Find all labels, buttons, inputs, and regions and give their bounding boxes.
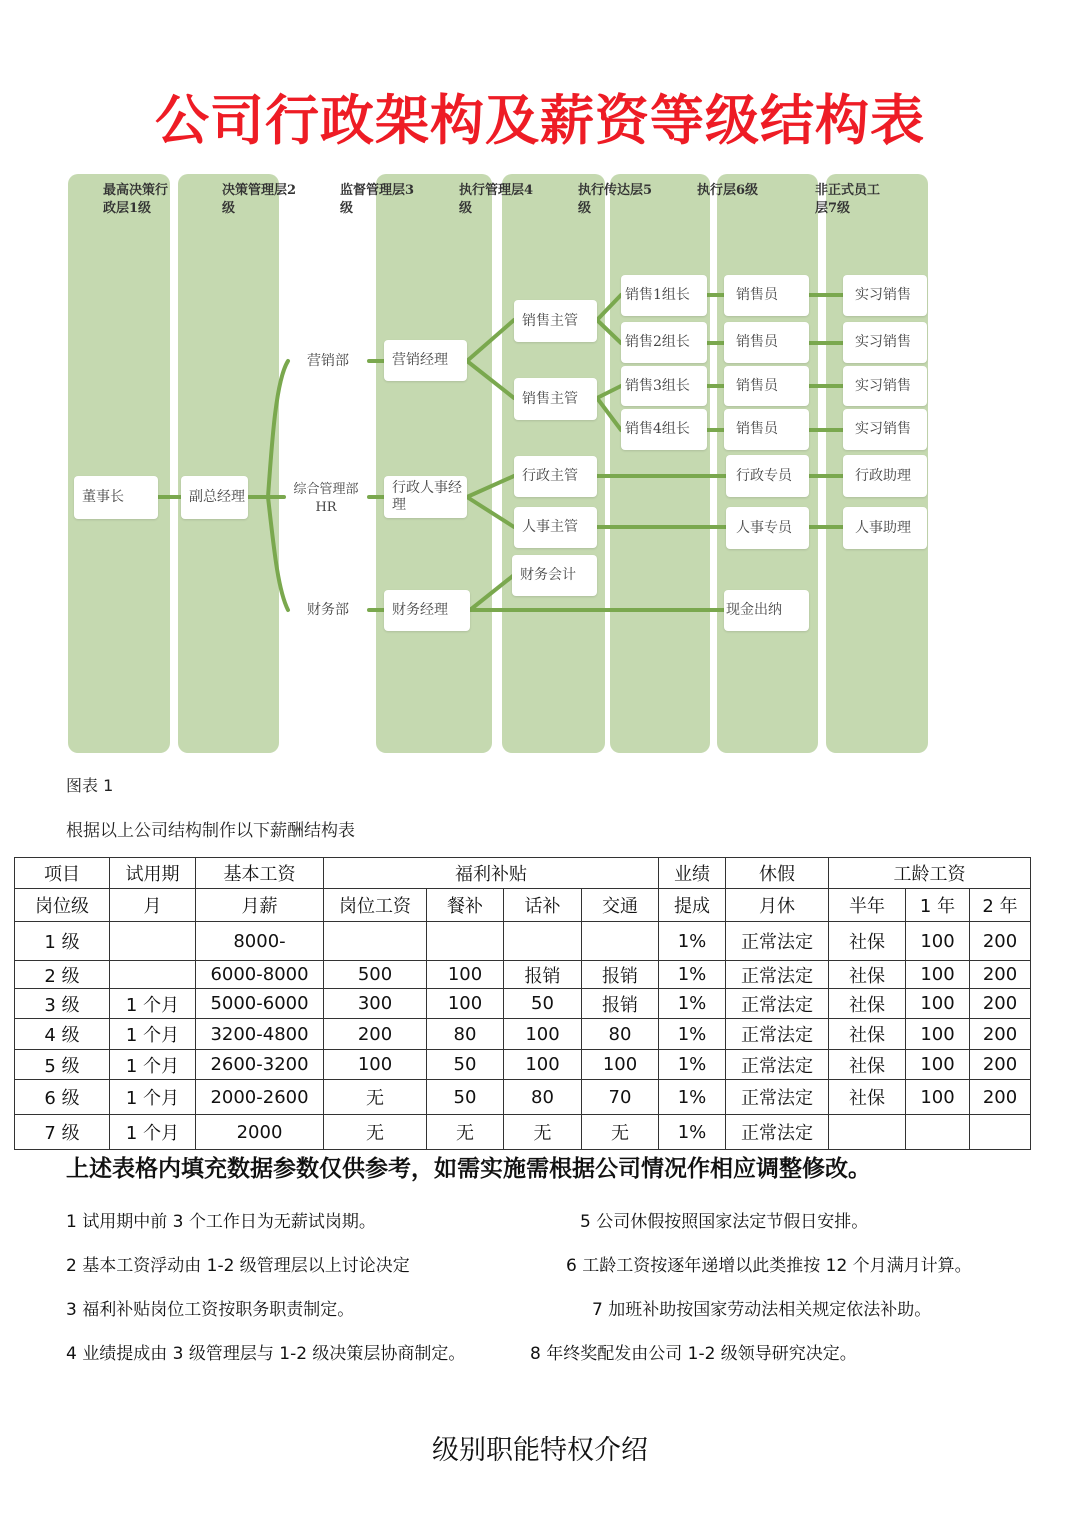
table-cell: 无 <box>324 1080 427 1115</box>
table-cell: 正常法定 <box>726 1080 829 1115</box>
table-cell: 100 <box>906 1050 970 1080</box>
table-cell: 1 个月 <box>110 989 196 1019</box>
intern-sales-4-box: 实习销售 <box>843 409 927 450</box>
table-cell: 50 <box>504 989 582 1019</box>
table-cell <box>504 922 582 961</box>
disclaimer-text: 上述表格内填充数据参数仅供参考，如需实施需根据公司情况作相应调整修改。 <box>66 1156 871 1182</box>
table-cell: 社保 <box>829 1080 906 1115</box>
table-cell: 无 <box>582 1115 659 1150</box>
table-cell: 正常法定 <box>726 1050 829 1080</box>
finance-manager-box: 财务经理 <box>384 590 470 631</box>
table-cell: 报销 <box>582 961 659 989</box>
table-cell: 社保 <box>829 961 906 989</box>
header-item: 项目 <box>15 858 110 889</box>
table-cell: 6 级 <box>15 1080 110 1115</box>
intro-text: 根据以上公司结构制作以下薪酬结构表 <box>66 821 355 841</box>
table-cell: 报销 <box>582 989 659 1019</box>
salesperson-2-box: 销售员 <box>724 322 809 363</box>
chairman-box: 董事长 <box>74 476 158 519</box>
subheader-cell: 1 年 <box>906 889 970 922</box>
sales-team-4-box: 销售4组长 <box>621 409 707 450</box>
intern-sales-1-box: 实习销售 <box>843 275 927 316</box>
table-cell: 500 <box>324 961 427 989</box>
table-cell: 2 级 <box>15 961 110 989</box>
table-cell: 80 <box>504 1080 582 1115</box>
level-heading-1: 最高决策行 政层1级 <box>103 183 169 216</box>
table-cell: 8000- <box>196 922 324 961</box>
table-cell: 2000 <box>196 1115 324 1150</box>
table-cell: 100 <box>427 961 504 989</box>
intern-sales-2-box: 实习销售 <box>843 322 927 363</box>
table-cell: 2600-3200 <box>196 1050 324 1080</box>
subheader-cell: 月薪 <box>196 889 324 922</box>
table-row <box>15 1019 1031 1050</box>
subheader-cell: 半年 <box>829 889 906 922</box>
accountant-box: 财务会计 <box>512 555 597 596</box>
table-cell: 7 级 <box>15 1115 110 1150</box>
header-leave: 休假 <box>726 858 829 889</box>
table-cell <box>970 1115 1031 1150</box>
table-cell <box>906 1115 970 1150</box>
level-heading-7: 非正式员工 层7级 <box>815 183 881 216</box>
subheader-cell: 话补 <box>504 889 582 922</box>
header-performance: 业绩 <box>659 858 726 889</box>
salesperson-3-box: 销售员 <box>724 366 809 406</box>
table-cell: 100 <box>582 1050 659 1080</box>
table-cell: 200 <box>970 1019 1031 1050</box>
table-cell: 社保 <box>829 1019 906 1050</box>
level-heading-2: 决策管理层2 级 <box>222 183 297 216</box>
header-seniority-pay: 工龄工资 <box>829 858 1031 889</box>
table-cell: 50 <box>427 1050 504 1080</box>
table-cell: 报销 <box>504 961 582 989</box>
table-cell: 1% <box>659 1115 726 1150</box>
table-cell: 正常法定 <box>726 989 829 1019</box>
table-row <box>15 1115 1031 1150</box>
sales-team-3-box: 销售3组长 <box>621 366 707 406</box>
table-row <box>15 922 1031 961</box>
admin-assistant-box: 行政助理 <box>843 455 927 497</box>
table-cell: 社保 <box>829 1050 906 1080</box>
note-6: 6 工龄工资按逐年递增以此类推按 12 个月满月计算。 <box>566 1256 972 1276</box>
table-cell: 无 <box>427 1115 504 1150</box>
table-cell <box>582 922 659 961</box>
note-4: 4 业绩提成由 3 级管理层与 1-2 级决策层协商制定。 <box>66 1344 466 1364</box>
table-cell: 1 个月 <box>110 1050 196 1080</box>
table-cell: 70 <box>582 1080 659 1115</box>
table-cell: 无 <box>324 1115 427 1150</box>
page-title: 公司行政架构及薪资等级结构表 <box>155 89 925 152</box>
subheader-cell: 交通 <box>582 889 659 922</box>
table-row <box>15 961 1031 989</box>
header-base-salary: 基本工资 <box>196 858 324 889</box>
table-cell: 1% <box>659 1050 726 1080</box>
subheader-cell: 岗位工资 <box>324 889 427 922</box>
table-header-row <box>15 858 1031 889</box>
table-cell: 正常法定 <box>726 922 829 961</box>
hr-supervisor-box: 人事主管 <box>514 507 597 548</box>
admin-staff-box: 行政专员 <box>726 455 809 497</box>
table-cell: 1% <box>659 1080 726 1115</box>
table-cell: 1 级 <box>15 922 110 961</box>
table-cell: 1% <box>659 989 726 1019</box>
table-cell: 100 <box>324 1050 427 1080</box>
table-row <box>15 1080 1031 1115</box>
level-heading-4: 执行管理层4 级 <box>459 183 534 216</box>
table-cell: 100 <box>504 1019 582 1050</box>
sales-team-2-box: 销售2组长 <box>621 322 707 363</box>
table-cell: 50 <box>427 1080 504 1115</box>
table-cell: 1 个月 <box>110 1019 196 1050</box>
subheader-cell: 岗位级 <box>15 889 110 922</box>
note-3: 3 福利补贴岗位工资按职务职责制定。 <box>66 1300 355 1320</box>
level-heading-5: 执行传达层5 级 <box>578 183 653 216</box>
table-cell: 100 <box>504 1050 582 1080</box>
subheader-cell: 月休 <box>726 889 829 922</box>
table-cell: 社保 <box>829 989 906 1019</box>
intern-sales-3-box: 实习销售 <box>843 366 927 406</box>
table-cell: 80 <box>427 1019 504 1050</box>
table-cell: 200 <box>970 1050 1031 1080</box>
vice-gm-box: 副总经理 <box>181 476 248 519</box>
table-cell: 2000-2600 <box>196 1080 324 1115</box>
table-cell: 100 <box>906 1080 970 1115</box>
department-sales: 营销部 <box>307 353 349 369</box>
table-cell <box>110 961 196 989</box>
cashier-box: 现金出纳 <box>724 590 809 631</box>
table-cell: 100 <box>906 989 970 1019</box>
section-title: 级别职能特权介绍 <box>432 1435 648 1466</box>
table-cell <box>110 922 196 961</box>
table-cell: 正常法定 <box>726 1115 829 1150</box>
department-admin-hr: 综合管理部 HR <box>293 482 359 515</box>
subheader-cell: 餐补 <box>427 889 504 922</box>
level-heading-6: 执行层6级 <box>697 183 759 198</box>
hr-staff-box: 人事专员 <box>726 507 809 549</box>
salary-table <box>14 857 1031 1150</box>
table-cell: 5 级 <box>15 1050 110 1080</box>
table-cell: 4 级 <box>15 1019 110 1050</box>
table-cell: 5000-6000 <box>196 989 324 1019</box>
subheader-cell: 2 年 <box>970 889 1031 922</box>
table-cell <box>324 922 427 961</box>
admin-hr-manager-box: 行政人事经 理 <box>384 476 467 518</box>
table-cell: 1% <box>659 922 726 961</box>
salesperson-4-box: 销售员 <box>724 409 809 450</box>
table-cell: 300 <box>324 989 427 1019</box>
table-cell: 3200-4800 <box>196 1019 324 1050</box>
header-probation: 试用期 <box>110 858 196 889</box>
table-cell: 100 <box>906 1019 970 1050</box>
table-cell <box>829 1115 906 1150</box>
note-8: 8 年终奖配发由公司 1-2 级领导研究决定。 <box>530 1344 857 1364</box>
table-cell: 社保 <box>829 922 906 961</box>
table-row <box>15 989 1031 1019</box>
header-welfare: 福利补贴 <box>324 858 659 889</box>
table-cell: 1% <box>659 961 726 989</box>
table-cell: 正常法定 <box>726 961 829 989</box>
table-cell: 100 <box>427 989 504 1019</box>
note-2: 2 基本工资浮动由 1-2 级管理层以上讨论决定 <box>66 1256 410 1276</box>
sales-manager-box: 营销经理 <box>384 340 467 381</box>
level-heading-3: 监督管理层3 级 <box>340 183 415 216</box>
note-5: 5 公司休假按照国家法定节假日安排。 <box>580 1212 869 1232</box>
sales-supervisor-1-box: 销售主管 <box>514 300 597 342</box>
table-cell: 6000-8000 <box>196 961 324 989</box>
table-cell: 80 <box>582 1019 659 1050</box>
note-1: 1 试用期中前 3 个工作日为无薪试岗期。 <box>66 1212 376 1232</box>
sales-team-1-box: 销售1组长 <box>621 275 707 316</box>
subheader-cell: 提成 <box>659 889 726 922</box>
table-cell: 200 <box>970 961 1031 989</box>
table-cell: 1 个月 <box>110 1080 196 1115</box>
note-7: 7 加班补助按国家劳动法相关规定依法补助。 <box>592 1300 932 1320</box>
table-cell: 100 <box>906 922 970 961</box>
admin-supervisor-box: 行政主管 <box>514 456 597 497</box>
table-cell: 200 <box>970 989 1031 1019</box>
table-cell <box>427 922 504 961</box>
table-cell: 1% <box>659 1019 726 1050</box>
table-row <box>15 1050 1031 1080</box>
table-cell: 200 <box>970 1080 1031 1115</box>
sales-supervisor-2-box: 销售主管 <box>514 378 597 420</box>
hr-assistant-box: 人事助理 <box>843 507 927 549</box>
table-cell: 200 <box>324 1019 427 1050</box>
table-cell: 200 <box>970 922 1031 961</box>
figure-caption: 图表 1 <box>66 776 114 795</box>
table-cell: 100 <box>906 961 970 989</box>
table-cell: 3 级 <box>15 989 110 1019</box>
table-subheader-row <box>15 889 1031 922</box>
table-cell: 无 <box>504 1115 582 1150</box>
subheader-cell: 月 <box>110 889 196 922</box>
table-cell: 正常法定 <box>726 1019 829 1050</box>
department-finance: 财务部 <box>307 602 349 618</box>
table-cell: 1 个月 <box>110 1115 196 1150</box>
salesperson-1-box: 销售员 <box>724 275 809 316</box>
